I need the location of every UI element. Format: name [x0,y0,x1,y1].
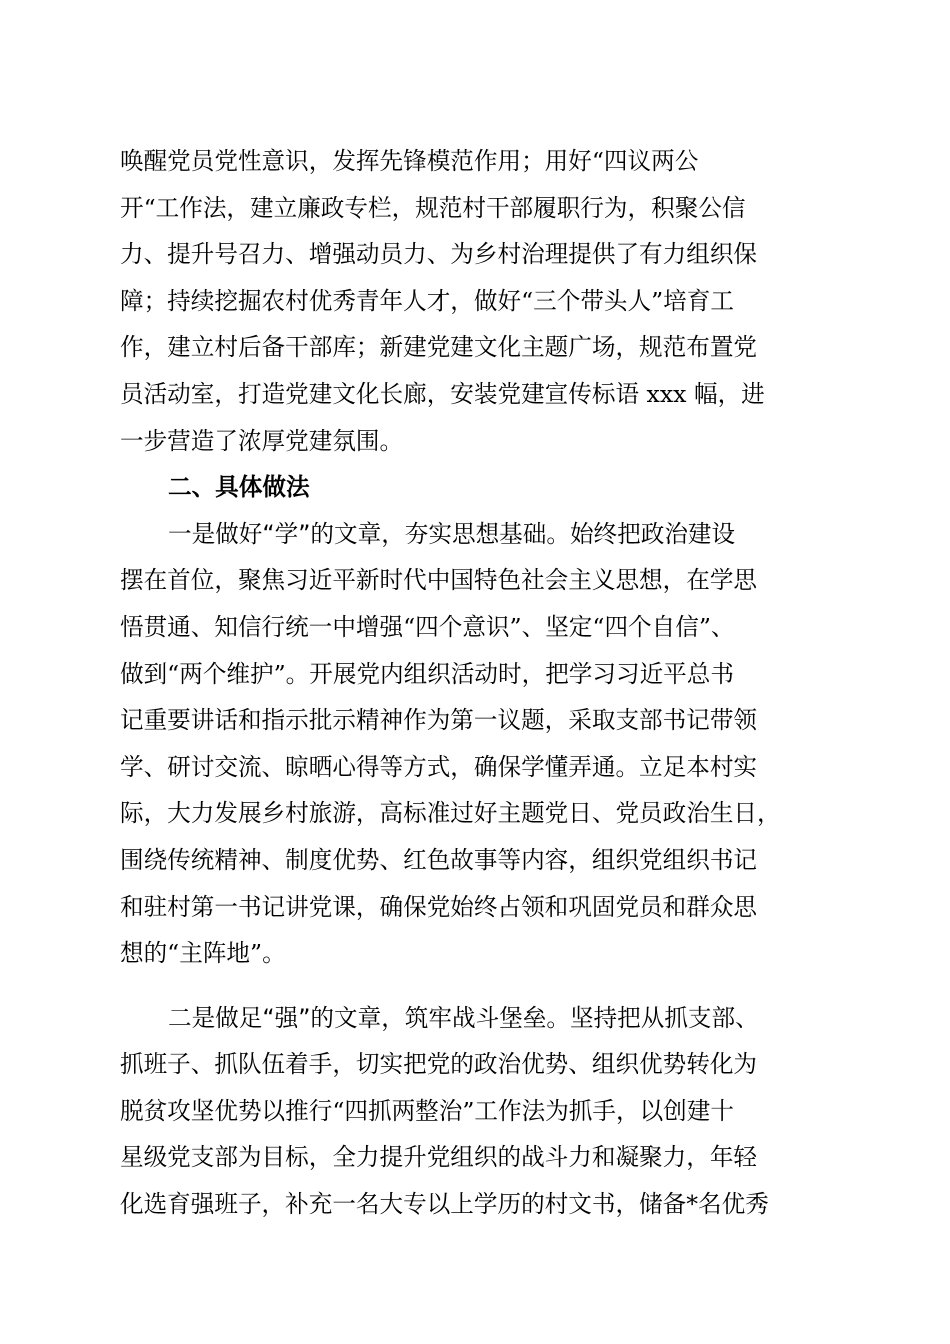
paragraph-gap [120,977,830,995]
paragraph-first-line [120,995,830,1042]
text-line: 力、提升号召力、增强动员力、为乡村治理提供了有力组织保 [120,240,758,269]
document-page [120,138,830,1228]
text-line: 悟贯通、知信行统一中增强“四个意识”、坚定“四个自信”、 [120,612,735,641]
text-line: 一步营造了浓厚党建氛围。 [120,426,404,455]
intro-paragraph [120,138,830,464]
text-line: 摆在首位，聚焦习近平新时代中国特色社会主义思想，在学思 [120,566,758,595]
text-line: 际，大力发展乡村旅游，高标准过好主题党日、党员政治生日， [120,799,781,828]
paragraph-text: 始终把政治建设 [569,519,736,548]
text-line: 开“工作法，建立廉政专栏，规范村干部履职行为，积聚公信 [120,193,746,222]
paragraph-strengthen [120,995,830,1228]
text-line: 星级党支部为目标，全力提升党组织的战斗力和凝聚力，年轻 [120,1143,758,1172]
text-line: 和驻村第一书记讲党课，确保党始终占领和巩固党员和群众思 [120,892,758,921]
text-line: 学、研讨交流、晾晒心得等方式，确保学懂弄通。立足本村实 [120,752,758,781]
paragraph-study [120,511,830,977]
text-line: 围绕传统精神、制度优势、红色故事等内容，组织党组织书记 [120,845,758,874]
text-line: 作，建立村后备干部库；新建党建文化主题广场，规范布置党 [120,333,758,362]
text-line: 抓班子、抓队伍着手，切实把党的政治优势、组织优势转化为 [120,1050,758,1079]
text-line: 员活动室，打造党建文化长廊，安装党建宣传标语 xxx 幅，进 [120,379,765,408]
text-line: 想的“主阵地”。 [120,939,286,968]
paragraph-lead-sentence: 一是做好“学”的文章，夯实思想基础。 [168,519,570,548]
paragraph-text: 坚持把从抓支部、 [569,1003,759,1032]
text-line: 化选育强班子，补充一名大专以上学历的村文书，储备*名优秀 [120,1190,769,1219]
paragraph-first-line [120,511,830,558]
text-line: 障；持续挖掘农村优秀青年人才，做好“三个带头人”培育工 [120,286,734,315]
text-line: 记重要讲话和指示批示精神作为第一议题，采取支部书记带领 [120,706,758,735]
text-line: 唤醒党员党性意识，发挥先锋模范作用；用好“四议两公 [120,147,699,175]
paragraph-lead-sentence: 二是做足“强”的文章，筑牢战斗堡垒。 [168,1003,570,1032]
text-line: 做到“两个维护”。开展党内组织活动时，把学习习近平总书 [120,659,734,688]
text-line: 脱贫攻坚优势以推行“四抓两整治”工作法为抓手，以创建十 [120,1096,734,1125]
section-heading: 二、具体做法 [168,473,310,502]
